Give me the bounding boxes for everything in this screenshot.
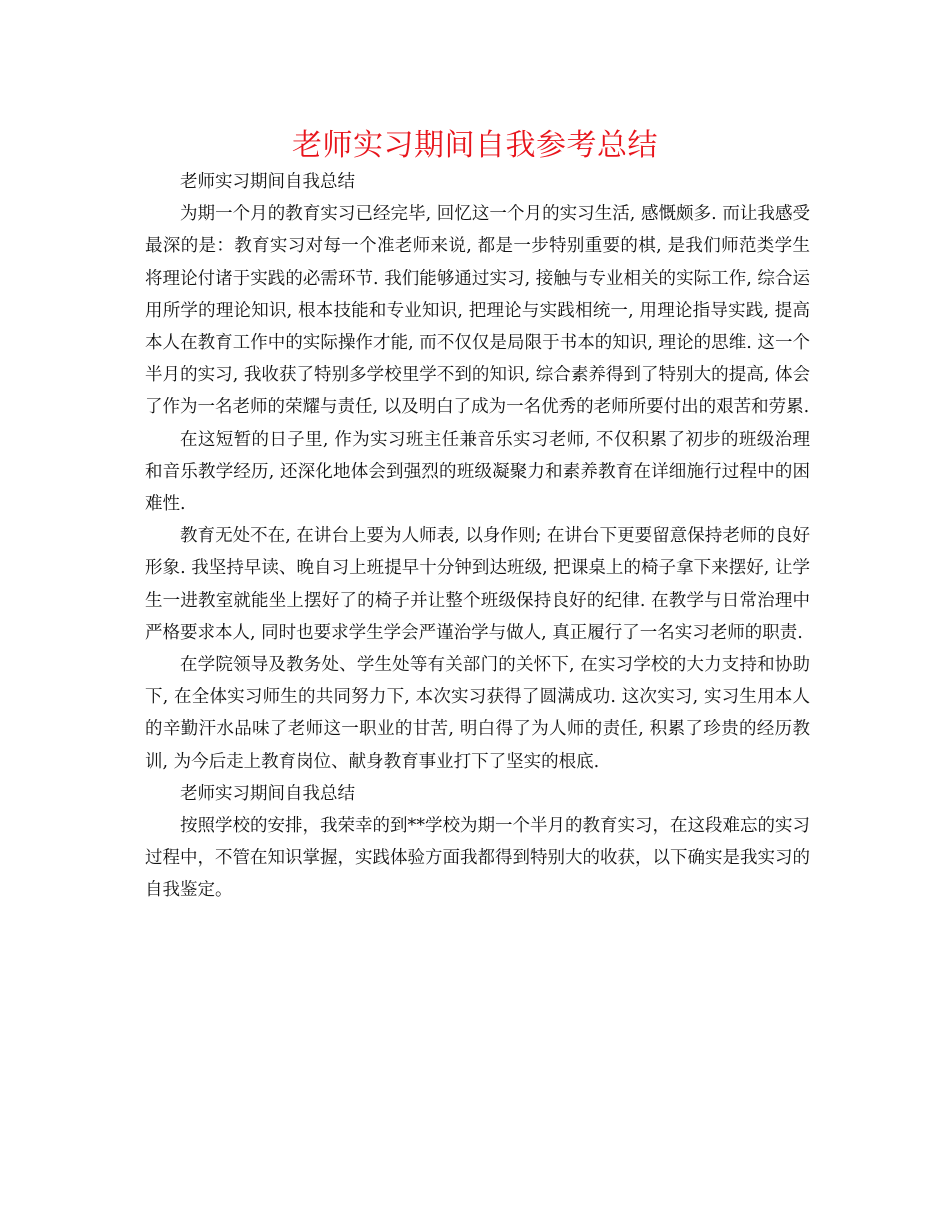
paragraph: 在这短暂的日子里, 作为实习班主任兼音乐实习老师, 不仅积累了初步的班级治理和音乐教学经历, 还深化地体会到强烈的班级凝聚力和素养教育在详细施行过程中的困难性. [145, 429, 810, 515]
document-title: 老师实习期间自我参考总结 [292, 128, 658, 163]
paragraph: 按照学校的安排，我荣幸的到**学校为期一个半月的教育实习，在这段难忘的实习过程中，不管在知识掌握，实践体验方面我都得到特别大的收获，以下确实是我实习的自我鉴定。 [145, 816, 810, 901]
paragraph: 为期一个月的教育实习已经完毕, 回忆这一个月的实习生活, 感慨颇多. 而让我感受最深的是：教育实习对每一个准老师来说, 都是一步特别重要的棋, 是我们师范类学生将理论付诸于实践的必需环节. 我们能够通过实习, 接触与专业相关的实际工作, 综合运用所学的理论知识, 根本技能和专业知识, 把理论与实践相统一, 用理论指导实践, 提高本人在教育工作中的实际操作才能, 而不仅仅是局限于书本的知识, 理论的思维. 这一个半月的实习, 我收获了特别多学校里学不到的知识, 综合素养得到了特别大的提高, 体会了作为一名老师的荣耀与责任, 以及明白了成为一名优秀的老师所要付出的艰苦和劳累. [145, 204, 810, 418]
section-heading: 老师实习期间自我总结 [180, 783, 355, 804]
paragraph: 在学院领导及教务处、学生处等有关部门的关怀下, 在实习学校的大力支持和协助下, 在全体实习师生的共同努力下, 本次实习获得了圆满成功. 这次实习, 实习生用本人的辛勤汗水品味了老师这一职业的甘苦, 明白得了为人师的责任, 积累了珍贵的经历教训, 为今后走上教育岗位、献身教育事业打下了坚实的根底. [145, 655, 810, 772]
document-body [145, 166, 810, 907]
section-heading: 老师实习期间自我总结 [180, 172, 355, 192]
paragraph: 教育无处不在, 在讲台上要为人师表, 以身作则; 在讲台下更要留意保持老师的良好形象. 我坚持早读、晚自习上班提早十分钟到达班级, 把课桌上的椅子拿下来摆好, 让学生一进教室就能坐上摆好了的椅子并让整个班级保持良好的纪律. 在教学与日常治理中严格要求本人, 同时也要求学生学会严谨治学与做人, 真正履行了一名实习老师的职责. [145, 526, 810, 643]
